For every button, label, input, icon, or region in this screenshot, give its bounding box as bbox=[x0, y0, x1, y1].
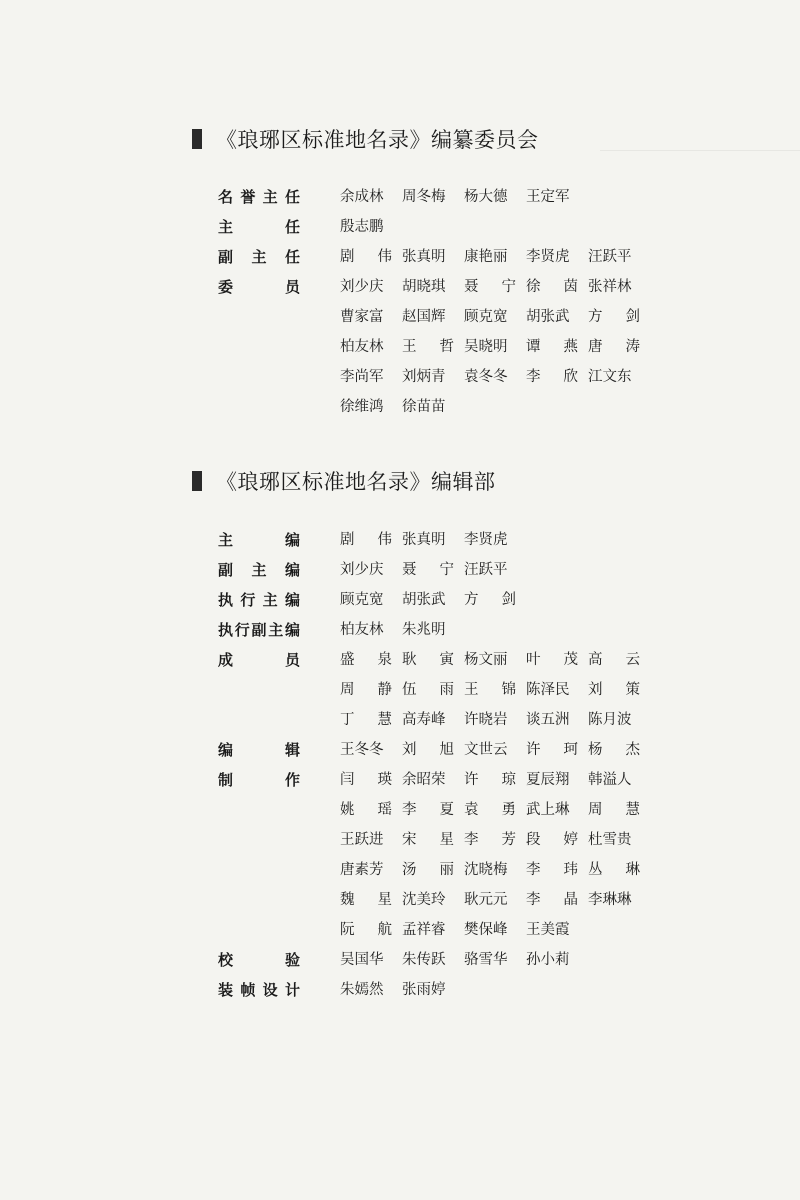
name-list bbox=[340, 735, 710, 765]
person-name: 吴晓明 bbox=[464, 339, 508, 355]
name-list bbox=[340, 645, 710, 735]
person-name: 方 剑 bbox=[464, 592, 516, 608]
person-name: 周冬梅 bbox=[402, 189, 446, 205]
person-name: 樊保峰 bbox=[464, 922, 508, 938]
committee-roster bbox=[218, 182, 710, 422]
person-name: 张祥林 bbox=[588, 279, 632, 295]
person-name: 陈月波 bbox=[588, 712, 632, 728]
roster-row bbox=[218, 735, 710, 765]
person-name: 李 玮 bbox=[526, 862, 578, 878]
roster-row bbox=[218, 975, 710, 1005]
person-name: 聂 宁 bbox=[464, 279, 516, 295]
person-name: 刘 旭 bbox=[402, 742, 454, 758]
person-name: 周 慧 bbox=[588, 802, 640, 818]
person-name: 徐 茵 bbox=[526, 279, 578, 295]
person-name: 宋 星 bbox=[402, 832, 454, 848]
role-label: 副 主 任 bbox=[218, 248, 300, 266]
role-label: 主 编 bbox=[218, 531, 300, 549]
person-name: 杨大德 bbox=[464, 189, 508, 205]
person-name: 李贤虎 bbox=[526, 249, 570, 265]
person-name: 唐 涛 bbox=[588, 339, 640, 355]
role-label: 制 作 bbox=[218, 771, 300, 789]
person-name: 徐苗苗 bbox=[402, 399, 446, 415]
role-label: 成 员 bbox=[218, 651, 300, 669]
person-name: 李琳琳 bbox=[588, 892, 632, 908]
bleed-through-line bbox=[600, 150, 800, 151]
person-name: 丛 琳 bbox=[588, 862, 640, 878]
name-list bbox=[340, 615, 710, 645]
person-name: 耿 寅 bbox=[402, 652, 454, 668]
person-name: 沈美玲 bbox=[402, 892, 446, 908]
person-name: 陈泽民 bbox=[526, 682, 570, 698]
roster-row bbox=[218, 945, 710, 975]
person-name: 王美霞 bbox=[526, 922, 570, 938]
role-label: 编 辑 bbox=[218, 741, 300, 759]
person-name: 杜雪贵 bbox=[588, 832, 632, 848]
person-name: 胡晓琪 bbox=[402, 279, 446, 295]
person-name: 孙小莉 bbox=[526, 952, 570, 968]
person-name: 刘少庆 bbox=[340, 562, 384, 578]
role-label: 执 行 副 主 编 bbox=[218, 621, 300, 639]
section-marker-icon bbox=[192, 471, 202, 491]
person-name: 魏 星 bbox=[340, 892, 392, 908]
name-list bbox=[340, 585, 710, 615]
roster-row bbox=[218, 212, 710, 242]
person-name: 孟祥睿 bbox=[402, 922, 446, 938]
person-name: 伍 雨 bbox=[402, 682, 454, 698]
person-name: 夏辰翔 bbox=[526, 772, 570, 788]
person-name: 吴国华 bbox=[340, 952, 384, 968]
person-name: 顾克宽 bbox=[464, 309, 508, 325]
person-name: 王 哲 bbox=[402, 339, 454, 355]
person-name: 李尚军 bbox=[340, 369, 384, 385]
person-name: 沈晓梅 bbox=[464, 862, 508, 878]
name-list bbox=[340, 272, 710, 422]
person-name: 刘炳青 bbox=[402, 369, 446, 385]
person-name: 闫 瑛 bbox=[340, 772, 392, 788]
person-name: 许 琼 bbox=[464, 772, 516, 788]
person-name: 殷志鹏 bbox=[340, 219, 384, 235]
role-label: 委 员 bbox=[218, 278, 300, 296]
person-name: 阮 航 bbox=[340, 922, 392, 938]
person-name: 盛 泉 bbox=[340, 652, 392, 668]
person-name: 朱传跃 bbox=[402, 952, 446, 968]
roster-row bbox=[218, 615, 710, 645]
person-name: 汪跃平 bbox=[464, 562, 508, 578]
person-name: 剧 伟 bbox=[340, 249, 392, 265]
person-name: 余昭荣 bbox=[402, 772, 446, 788]
person-name: 刘 策 bbox=[588, 682, 640, 698]
editorial-title-text: 《琅琊区标准地名录》编辑部 bbox=[216, 470, 496, 494]
name-list bbox=[340, 242, 710, 272]
name-list bbox=[340, 525, 710, 555]
roster-row bbox=[218, 765, 710, 945]
role-label: 名 誉 主 任 bbox=[218, 188, 300, 206]
person-name: 姚 瑶 bbox=[340, 802, 392, 818]
name-list bbox=[340, 212, 710, 242]
person-name: 王跃进 bbox=[340, 832, 384, 848]
person-name: 王冬冬 bbox=[340, 742, 384, 758]
person-name: 许晓岩 bbox=[464, 712, 508, 728]
person-name: 李 芳 bbox=[464, 832, 516, 848]
name-list bbox=[340, 975, 710, 1005]
person-name: 剧 伟 bbox=[340, 532, 392, 548]
person-name: 骆雪华 bbox=[464, 952, 508, 968]
person-name: 李 夏 bbox=[402, 802, 454, 818]
roster-row bbox=[218, 272, 710, 422]
person-name: 赵国辉 bbox=[402, 309, 446, 325]
person-name: 朱兆明 bbox=[402, 622, 446, 638]
person-name: 许 珂 bbox=[526, 742, 578, 758]
person-name: 胡张武 bbox=[526, 309, 570, 325]
person-name: 高 云 bbox=[588, 652, 640, 668]
person-name: 王定军 bbox=[526, 189, 570, 205]
person-name: 叶 茂 bbox=[526, 652, 578, 668]
person-name: 康艳丽 bbox=[464, 249, 508, 265]
person-name: 江文东 bbox=[588, 369, 632, 385]
person-name: 汤 丽 bbox=[402, 862, 454, 878]
person-name: 胡张武 bbox=[402, 592, 446, 608]
section-marker-icon bbox=[192, 129, 202, 149]
person-name: 袁 勇 bbox=[464, 802, 516, 818]
person-name: 朱嫣然 bbox=[340, 982, 384, 998]
person-name: 王 锦 bbox=[464, 682, 516, 698]
name-list bbox=[340, 945, 710, 975]
person-name: 方 剑 bbox=[588, 309, 640, 325]
person-name: 杨文丽 bbox=[464, 652, 508, 668]
name-list bbox=[340, 555, 710, 585]
name-list bbox=[340, 182, 710, 212]
role-label: 主 任 bbox=[218, 218, 300, 236]
person-name: 文世云 bbox=[464, 742, 508, 758]
person-name: 丁 慧 bbox=[340, 712, 392, 728]
editorial-roster bbox=[218, 525, 710, 1005]
committee-title-text: 《琅琊区标准地名录》编纂委员会 bbox=[216, 128, 539, 152]
committee-section-title bbox=[192, 124, 539, 154]
person-name: 唐素芳 bbox=[340, 862, 384, 878]
person-name: 汪跃平 bbox=[588, 249, 632, 265]
person-name: 徐维鸿 bbox=[340, 399, 384, 415]
editorial-section-title bbox=[192, 466, 496, 496]
person-name: 李贤虎 bbox=[464, 532, 508, 548]
person-name: 谭 燕 bbox=[526, 339, 578, 355]
person-name: 聂 宁 bbox=[402, 562, 454, 578]
person-name: 谈五洲 bbox=[526, 712, 570, 728]
roster-row bbox=[218, 242, 710, 272]
person-name: 刘少庆 bbox=[340, 279, 384, 295]
person-name: 顾克宽 bbox=[340, 592, 384, 608]
person-name: 张真明 bbox=[402, 249, 446, 265]
role-label: 执 行 主 编 bbox=[218, 591, 300, 609]
person-name: 张真明 bbox=[402, 532, 446, 548]
person-name: 袁冬冬 bbox=[464, 369, 508, 385]
roster-row bbox=[218, 555, 710, 585]
roster-row bbox=[218, 182, 710, 212]
roster-row bbox=[218, 585, 710, 615]
roster-row bbox=[218, 645, 710, 735]
name-list bbox=[340, 765, 710, 945]
role-label: 校 验 bbox=[218, 951, 300, 969]
person-name: 耿元元 bbox=[464, 892, 508, 908]
person-name: 杨 杰 bbox=[588, 742, 640, 758]
person-name: 李 晶 bbox=[526, 892, 578, 908]
role-label: 副 主 编 bbox=[218, 561, 300, 579]
person-name: 柏友林 bbox=[340, 622, 384, 638]
person-name: 武上琳 bbox=[526, 802, 570, 818]
person-name: 周 静 bbox=[340, 682, 392, 698]
person-name: 曹家富 bbox=[340, 309, 384, 325]
role-label: 装 帧 设 计 bbox=[218, 981, 300, 999]
person-name: 高寿峰 bbox=[402, 712, 446, 728]
person-name: 韩溢人 bbox=[588, 772, 632, 788]
person-name: 余成林 bbox=[340, 189, 384, 205]
person-name: 柏友林 bbox=[340, 339, 384, 355]
person-name: 张雨婷 bbox=[402, 982, 446, 998]
person-name: 李 欣 bbox=[526, 369, 578, 385]
person-name: 段 婷 bbox=[526, 832, 578, 848]
roster-row bbox=[218, 525, 710, 555]
